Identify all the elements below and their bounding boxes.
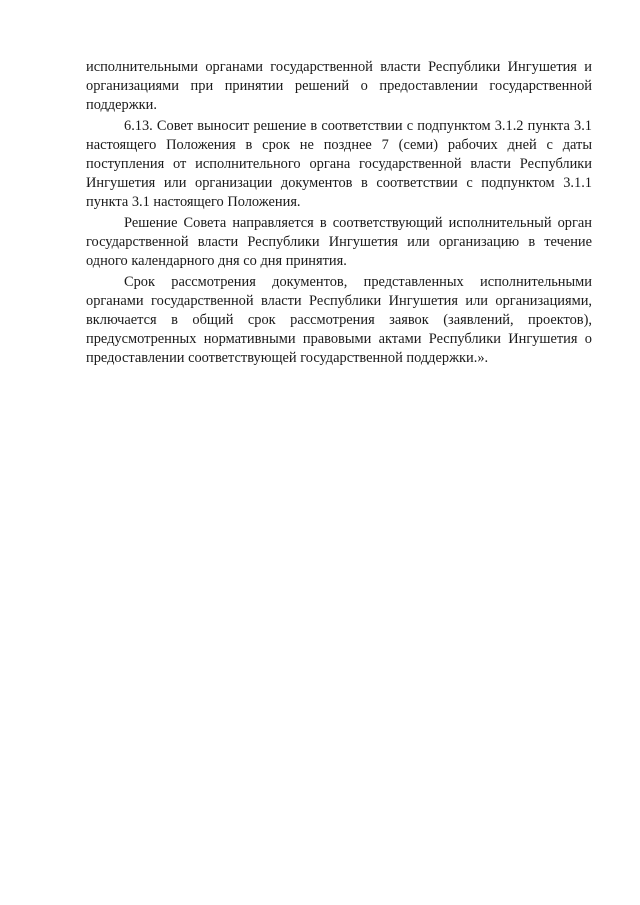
- document-page: [86, 58, 592, 370]
- paragraph-review-period: Срок рассмотрения документов, представленных исполнительными органами государственной власти Республики Ингушетия или организациями, включается в общий срок рассмотрения заявок (заявлений, проектов), предусмотренных нормативными правовыми актами Республики Ингушетия о предоставлении соответствующей государственной поддержки.».: [86, 274, 592, 366]
- paragraph-council-decision: Решение Совета направляется в соответствующий исполнительный орган государственной власти Республики Ингушетия или организацию в течение одного календарного дня со дня принятия.: [86, 215, 592, 269]
- paragraph-6-13: 6.13. Совет выносит решение в соответствии с подпунктом 3.1.2 пункта 3.1 настоящего Положения в срок не позднее 7 (семи) рабочих дней с даты поступления от исполнительного органа государственной власти Республики Ингушетия или организации документов в соответствии с подпунктом 3.1.1 пункта 3.1 настоящего Положения.: [86, 118, 592, 210]
- paragraph-continuation: исполнительными органами государственной власти Республики Ингушетия и организациями при принятии решений о предоставлении государственной поддержки.: [86, 59, 592, 113]
